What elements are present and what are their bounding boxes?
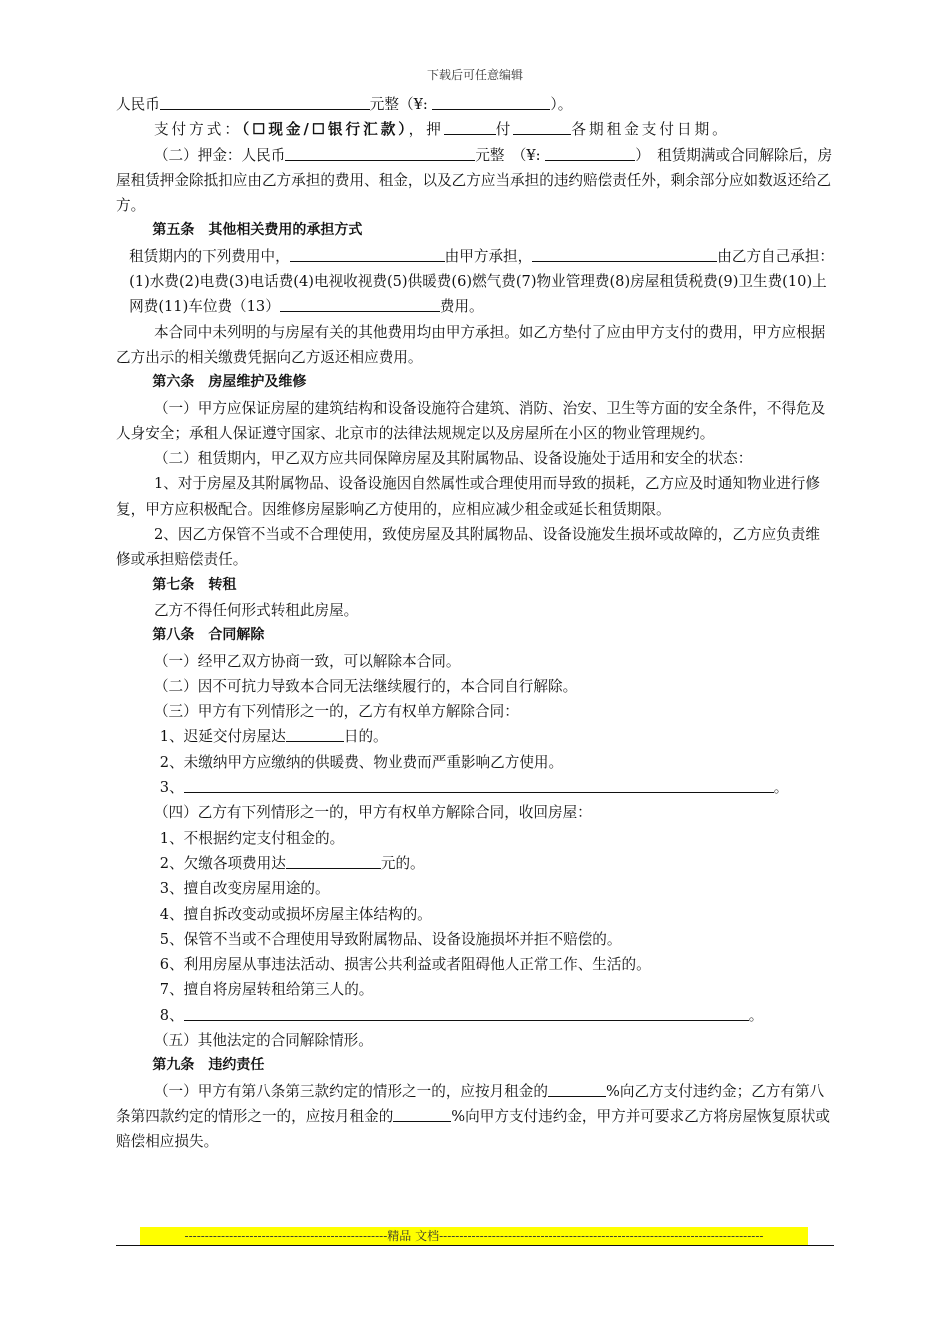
section-7-title: 第七条 转租 bbox=[152, 576, 237, 593]
termination-4-6: 6、利用房屋从事违法活动、损害公共利益或者阻碍他人正常工作、生活的。 bbox=[159, 956, 651, 974]
termination-4-7: 7、擅自将房屋转租给第三人的。 bbox=[159, 981, 374, 999]
section-9-title: 第九条 违约责任 bbox=[152, 1057, 265, 1074]
blank-deposit-amount[interactable] bbox=[285, 145, 475, 161]
termination-1: （一）经甲乙双方协商一致，可以解除本合同。 bbox=[153, 652, 461, 670]
text: %向乙方支付违约金；乙方有第八条第四款约定的情形之一的，应按月租金的 bbox=[116, 1082, 825, 1125]
text: 3、 bbox=[159, 779, 184, 797]
text: 日的。 bbox=[343, 728, 388, 746]
text: 由甲方承担， bbox=[444, 247, 533, 265]
text: 1、迟延交付房屋达 bbox=[159, 728, 286, 746]
footer-banner: --------------------------------------------------精品 文档-------------------------------------------------------------------------------- bbox=[140, 1227, 808, 1245]
text: 。 bbox=[748, 1006, 764, 1024]
deposit-paragraph bbox=[116, 143, 834, 219]
termination-4: （四）乙方有下列情形之一的，甲方有权单方解除合同，收回房屋： bbox=[153, 804, 592, 822]
text: 租赁期内的下列费用中， bbox=[129, 247, 290, 265]
text: %向甲方支付违约金，甲方并可要求乙方将房屋恢复原状或赔偿相应损失。 bbox=[116, 1107, 831, 1151]
page-header: 下载后可任意编辑 bbox=[426, 68, 523, 82]
termination-5: （五）其他法定的合同解除情形。 bbox=[153, 1031, 373, 1049]
blank-pay-months[interactable] bbox=[513, 119, 571, 135]
termination-4-8 bbox=[116, 1003, 834, 1028]
text: ）。 bbox=[550, 96, 573, 113]
termination-4-3: 3、擅自改变房屋用途的。 bbox=[159, 880, 330, 898]
text: 各期租金支付日期 bbox=[571, 121, 713, 139]
blank-landlord-penalty[interactable] bbox=[548, 1081, 606, 1097]
blank-tenant-penalty[interactable] bbox=[393, 1106, 451, 1122]
blank-landlord-fees[interactable] bbox=[290, 246, 445, 262]
text: 由乙方自己承担：(1)水费(2)电费(3)电话费(4)电视收视费(5)供暖费(6)燃气费(7)物业管理费(8)房屋租赁税费(9)卫生费(10)上网费(11)车位费（13） bbox=[129, 247, 835, 316]
text: 支付方式： bbox=[153, 121, 242, 139]
payment-method-line bbox=[116, 117, 834, 142]
fees-note: 本合同中未列明的与房屋有关的其他费用均由甲方承担。如乙方垫付了应由甲方支付的费用，甲方应根据乙方出示的相关缴费凭据向乙方返还相应费用。 bbox=[116, 323, 826, 366]
termination-3: （三）甲方有下列情形之一的，乙方有权单方解除合同： bbox=[153, 703, 519, 721]
section-6-title: 第六条 房屋维护及维修 bbox=[152, 374, 307, 391]
maintenance-2: （二）租赁期内，甲乙双方应共同保障房屋及其附属物品、设备设施处于适用和安全的状态： bbox=[153, 450, 753, 468]
termination-3-2: 2、未缴纳甲方应缴纳的供暖费、物业费而严重影响乙方使用。 bbox=[159, 753, 564, 771]
text: 8、 bbox=[159, 1006, 184, 1024]
termination-4-1: 1、不根据约定支付租金的。 bbox=[159, 829, 345, 847]
text: 元整 （¥: bbox=[475, 146, 546, 164]
section-5-title: 第五条 其他相关费用的承担方式 bbox=[152, 222, 363, 239]
termination-3-1 bbox=[116, 724, 834, 749]
fees-paragraph bbox=[116, 244, 834, 320]
text: 元的。 bbox=[380, 854, 425, 872]
rent-amount-line bbox=[116, 92, 834, 117]
text: 。 bbox=[773, 779, 789, 797]
text: 2、欠缴各项费用达 bbox=[159, 854, 286, 872]
text: ，押 bbox=[408, 121, 444, 139]
text: 。 bbox=[712, 121, 730, 139]
blank-landlord-other[interactable] bbox=[184, 777, 774, 793]
liability-1 bbox=[116, 1079, 834, 1155]
blank-tenant-other[interactable] bbox=[184, 1005, 749, 1021]
document-body bbox=[116, 92, 834, 1154]
maintenance-2-2: 2、因乙方保管不当或不合理使用，致使房屋及其附属物品、设备设施发生损坏或故障的，乙方应负责维修或承担赔偿责任。 bbox=[116, 526, 820, 569]
text: （二）押金：人民币 bbox=[153, 146, 286, 164]
maintenance-2-1: 1、对于房屋及其附属物品、设备设施因自然属性或合理使用而导致的损耗，乙方应及时通知物业进行修复，甲方应积极配合。因维修房屋影响乙方使用的，应相应减少租金或延长租赁期限。 bbox=[116, 475, 820, 518]
blank-arrears-amount[interactable] bbox=[286, 853, 381, 869]
text: 费用。 bbox=[439, 298, 484, 316]
section-8-title: 第八条 合同解除 bbox=[152, 627, 265, 644]
termination-4-4: 4、擅自拆改变动或损坏房屋主体结构的。 bbox=[159, 905, 432, 923]
sublet-clause: 乙方不得任何形式转租此房屋。 bbox=[153, 601, 359, 619]
payment-options[interactable]: （☐现金/☐银行汇款） bbox=[241, 121, 409, 139]
blank-deposit-figure[interactable] bbox=[545, 145, 635, 161]
blank-other-fee[interactable] bbox=[280, 296, 440, 312]
termination-4-5: 5、保管不当或不合理使用导致附属物品、设备设施损坏并拒不赔偿的。 bbox=[159, 930, 622, 948]
footer-rule bbox=[116, 1245, 834, 1246]
blank-tenant-fees[interactable] bbox=[532, 246, 717, 262]
termination-3-3 bbox=[116, 775, 834, 800]
text: （一）甲方有第八条第三款约定的情形之一的，应按月租金的 bbox=[153, 1082, 548, 1100]
blank-rent-amount[interactable] bbox=[160, 94, 370, 110]
blank-rent-figure[interactable] bbox=[432, 94, 550, 110]
termination-4-2 bbox=[116, 851, 834, 876]
termination-2: （二）因不可抗力导致本合同无法继续履行的，本合同自行解除。 bbox=[153, 677, 578, 695]
blank-deposit-months[interactable] bbox=[444, 119, 496, 135]
text: 人民币 bbox=[116, 96, 160, 113]
text: 付 bbox=[495, 121, 514, 139]
maintenance-1: （一）甲方应保证房屋的建筑结构和设备设施符合建筑、消防、治安、卫生等方面的安全条件，不得危及人身安全；承租人保证遵守国家、北京市的法律法规规定以及房屋所在小区的物业管理规约。 bbox=[116, 399, 826, 442]
text: ） 租赁期满或合同解除后，房屋租赁押金除抵扣应由乙方承担的费用、租金，以及乙方应当承担的违约赔偿责任外，剩余部分应如数返还给乙方。 bbox=[116, 146, 833, 215]
text: 元整（¥: bbox=[369, 96, 433, 113]
blank-delay-days[interactable] bbox=[286, 726, 344, 742]
